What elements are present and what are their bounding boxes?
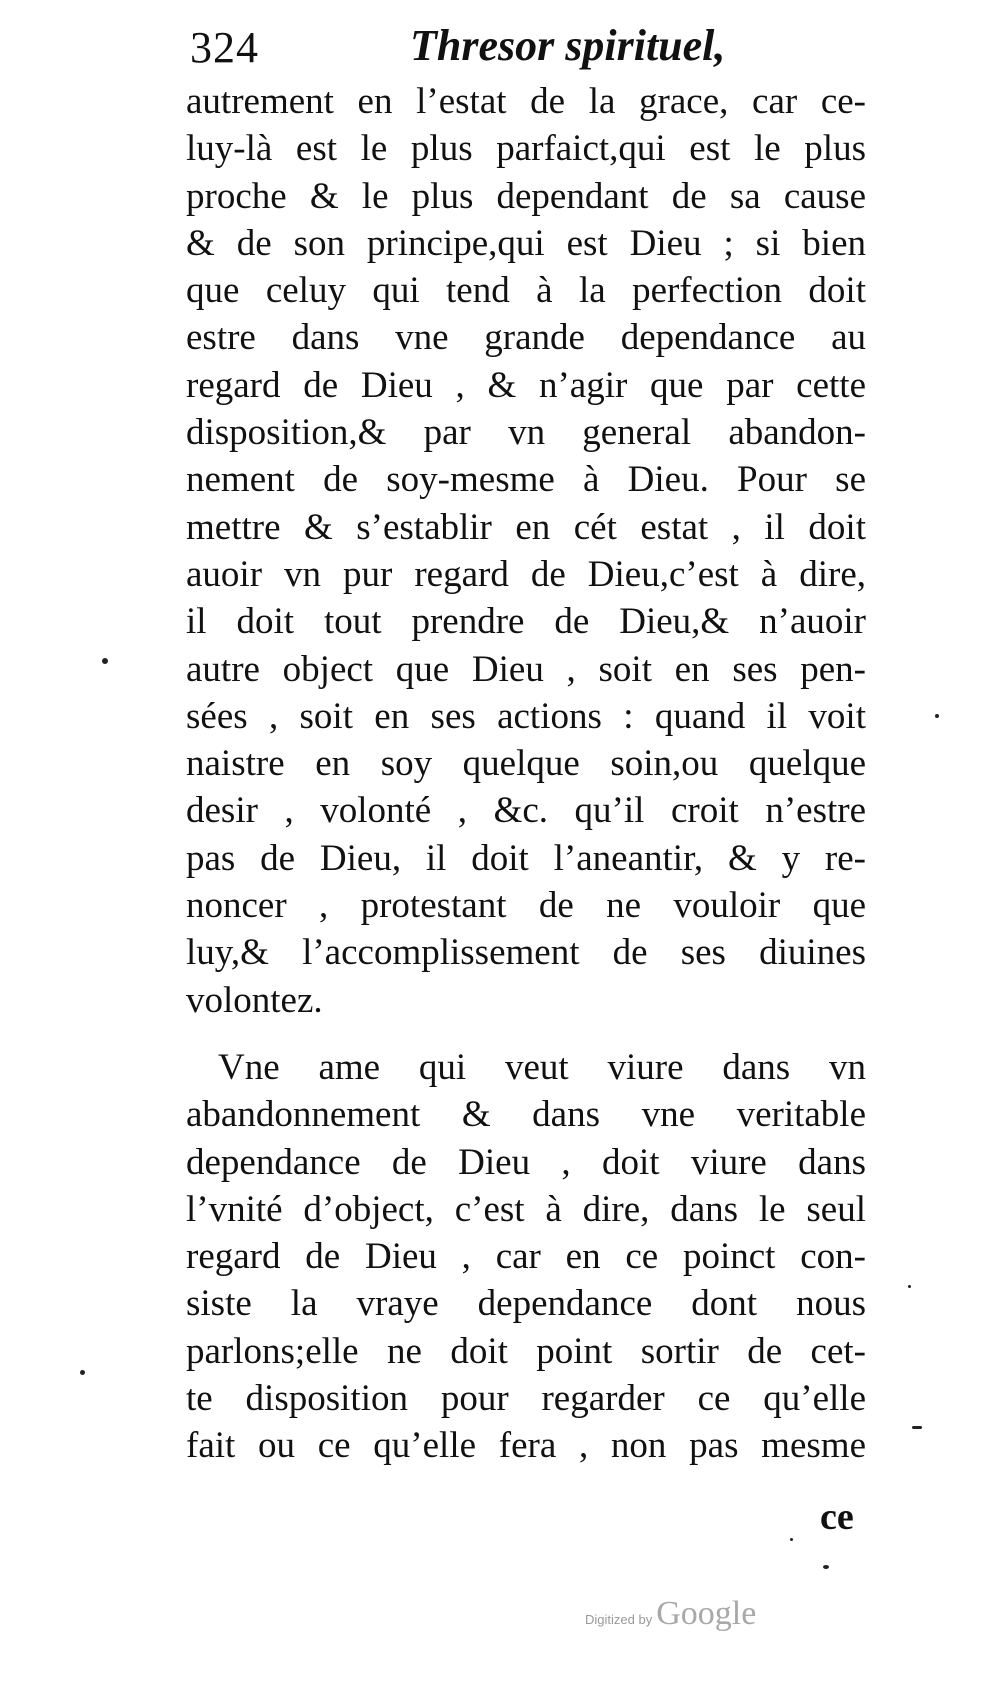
scan-speck [823, 1565, 829, 1569]
text-line: & de son principe,qui est Dieu ; si bien [186, 222, 866, 264]
scan-speck [935, 714, 939, 718]
text-line: volontez. [186, 979, 323, 1021]
text-line: autre object que Dieu , soit en ses pen- [186, 648, 866, 690]
text-line: auoir vn pur regard de Dieu,c’est à dire, [186, 553, 866, 595]
text-line: Vne ame qui veut viure dans vn [218, 1046, 866, 1088]
text-line: desir , volonté , &c. qu’il croit n’estre [186, 790, 866, 832]
text-line: regard de Dieu , & n’agir que par cette [186, 364, 866, 406]
text-line: disposition,& par vn general abandon- [186, 412, 866, 454]
digitization-footer [585, 1595, 756, 1633]
page-header [190, 18, 830, 78]
scan-speck [908, 1285, 911, 1288]
text-line: fait ou ce qu’elle fera , non pas mesme [186, 1425, 866, 1467]
text-line: abandonnement & dans vne veritable [186, 1094, 866, 1136]
scan-speck [80, 1370, 85, 1375]
paragraph-gap [186, 1024, 866, 1044]
google-logo: Google [656, 1595, 757, 1632]
digitized-label: Digitized by [585, 1612, 653, 1627]
text-line: que celuy qui tend à la perfection doit [186, 270, 866, 312]
running-title: Thresor spirituel, [410, 21, 726, 70]
paragraph-2 [186, 1044, 866, 1470]
scan-speck [790, 1538, 793, 1541]
text-line: te disposition pour regarder ce qu’elle [186, 1378, 866, 1420]
page-number: 324 [190, 23, 259, 72]
text-line: naistre en soy quelque soin,ou quelque [186, 743, 866, 785]
text-line: sées , soit en ses actions : quand il voit [186, 695, 866, 737]
scan-speck [912, 1426, 922, 1429]
body-text [186, 78, 866, 1470]
text-line: autrement en l’estat de la grace, car ce- [186, 81, 866, 122]
text-line: proche & le plus dependant de sa cause [186, 175, 866, 217]
text-line: pas de Dieu, il doit l’aneantir, & y re- [186, 837, 866, 879]
text-line: noncer , protestant de ne vouloir que [186, 885, 866, 927]
catchword: ce [820, 1496, 854, 1538]
text-line: siste la vraye dependance dont nous [186, 1283, 866, 1325]
text-line: regard de Dieu , car en ce poinct con- [186, 1236, 866, 1278]
text-line: dependance de Dieu , doit viure dans [186, 1141, 866, 1183]
text-line: l’vnité d’object, c’est à dire, dans le seul [186, 1188, 866, 1230]
text-line: parlons;elle ne doit point sortir de cet- [186, 1330, 866, 1372]
text-line: luy,& l’accomplissement de ses diuines [186, 932, 866, 974]
scan-speck [102, 658, 108, 664]
text-line: mettre & s’establir en cét estat , il doit [186, 506, 866, 548]
text-line: estre dans vne grande dependance au [186, 317, 866, 359]
text-line: il doit tout prendre de Dieu,& n’auoir [186, 601, 866, 643]
paragraph-1 [186, 78, 866, 1024]
text-line: luy-là est le plus parfaict,qui est le plus [186, 128, 866, 170]
text-line: nement de soy-mesme à Dieu. Pour se [186, 459, 866, 501]
